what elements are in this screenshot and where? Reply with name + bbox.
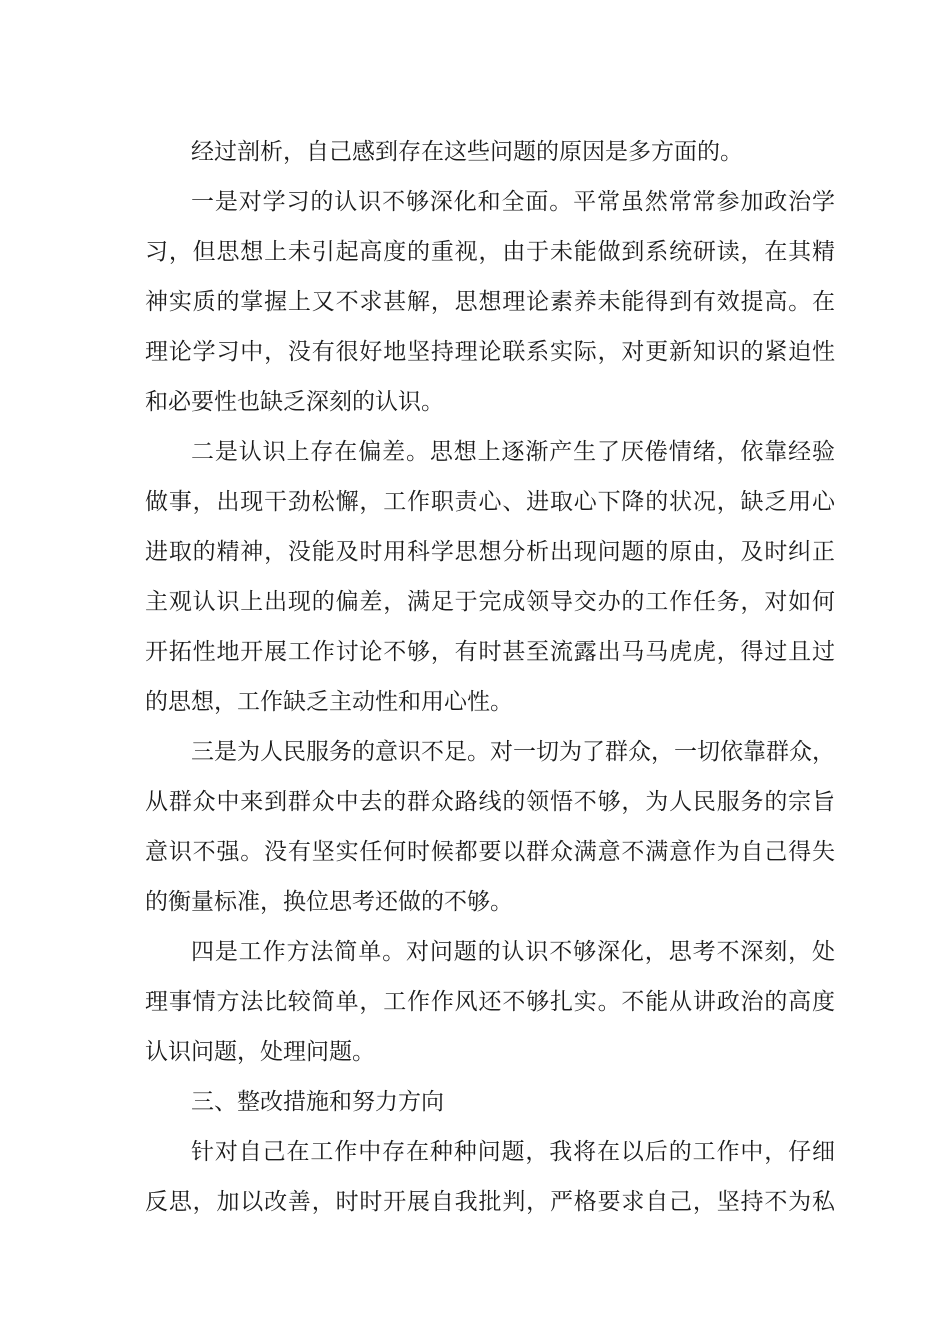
paragraph-line: 和必要性也缺乏深刻的认识。 [145, 389, 444, 415]
paragraph-line: 反思，加以改善，时时开展自我批判，严格要求自己，坚持不为私 [145, 1189, 835, 1215]
paragraph-line: 一是对学习的认识不够深化和全面。平常虽然常常参加政治学 [191, 189, 835, 215]
paragraph-line: 主观认识上出现的偏差，满足于完成领导交办的工作任务，对如何 [145, 589, 835, 615]
paragraph-line: 理事情方法比较简单，工作作风还不够扎实。不能从讲政治的高度 [145, 989, 835, 1015]
paragraph-line: 认识问题，处理问题。 [145, 1039, 375, 1065]
paragraph-line: 意识不强。没有坚实任何时候都要以群众满意不满意作为自己得失 [145, 839, 835, 865]
paragraph-line: 神实质的掌握上又不求甚解，思想理论素养未能得到有效提高。在 [145, 289, 835, 315]
paragraph-line: 针对自己在工作中存在种种问题，我将在以后的工作中，仔细 [191, 1139, 835, 1165]
paragraph-line: 习，但思想上未引起高度的重视，由于未能做到系统研读，在其精 [145, 239, 835, 265]
paragraph-line: 进取的精神，没能及时用科学思想分析出现问题的原由，及时纠正 [145, 539, 835, 565]
paragraph-line: 做事，出现干劲松懈，工作职责心、进取心下降的状况，缺乏用心 [145, 489, 835, 515]
paragraph-line: 四是工作方法简单。对问题的认识不够深化，思考不深刻，处 [191, 939, 835, 965]
paragraph-line: 的衡量标准，换位思考还做的不够。 [145, 889, 513, 915]
paragraph-line: 从群众中来到群众中去的群众路线的领悟不够，为人民服务的宗旨 [145, 789, 835, 815]
paragraph-line: 的思想，工作缺乏主动性和用心性。 [145, 689, 513, 715]
paragraph-line: 理论学习中，没有很好地坚持理论联系实际，对更新知识的紧迫性 [145, 339, 835, 365]
section-heading: 三、整改措施和努力方向 [191, 1089, 444, 1115]
paragraph-line: 经过剖析，自己感到存在这些问题的原因是多方面的。 [191, 139, 743, 165]
paragraph-line: 二是认识上存在偏差。思想上逐渐产生了厌倦情绪，依靠经验 [191, 439, 835, 465]
paragraph-line: 开拓性地开展工作讨论不够，有时甚至流露出马马虎虎，得过且过 [145, 639, 835, 665]
paragraph-line: 三是为人民服务的意识不足。对一切为了群众，一切依靠群众， [191, 739, 835, 765]
